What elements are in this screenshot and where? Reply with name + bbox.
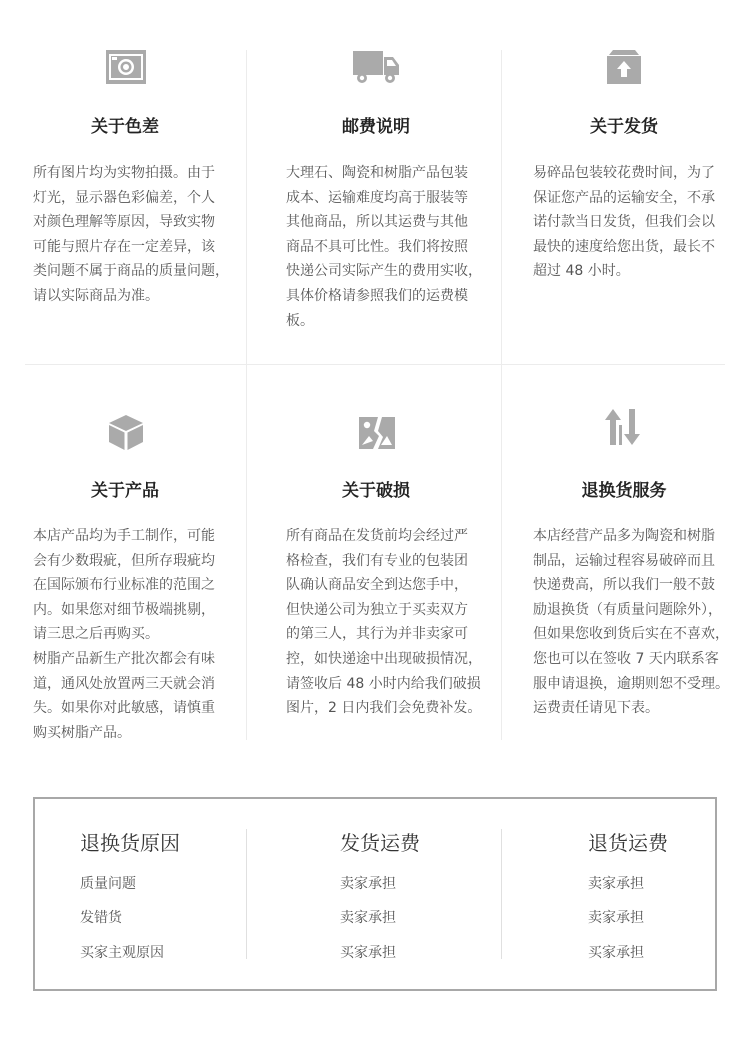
section-title: 退换货服务: [581, 481, 667, 501]
section-title: 关于色差: [91, 117, 159, 137]
section-title: 关于发货: [590, 117, 658, 137]
section-body: 本店经营产品多为陶瓷和树脂 制品，运输过程容易破碎而且 快递费高，所以我们一般不鼓 励退换货（有质量问题除外）， 但如果您收到货后实在不喜欢， 您也可以在签收 7 天内联系客 服申请退换，逾期则恕不受理。 运费责任请见下表。: [533, 528, 729, 717]
table-header-shipping-fee: 发货运费: [340, 831, 420, 855]
table-column-divider: [501, 829, 502, 959]
section-body: 大理石、陶瓷和树脂产品包装 成本、运输难度均高于服装等 其他商品，所以其运费与其他 商品不具可比性。我们将按照 快递公司实际产生的费用实收， 具体价格请参照我们的运费模 板。: [286, 165, 482, 329]
return-exchange-icon: [599, 407, 649, 447]
table-cell: 买家承担: [340, 945, 396, 961]
section-body: 所有商品在发货前均会经过严 格检查，我们有专业的包装团 队确认商品安全到达您手中， 但快递公司为独立于买卖双方 的第三人，其行为并非卖家可 控，如快递途中出现破损情况， 请签收后 48 小时内给我们破损 图片，2 日内我们会免费补发。: [286, 528, 482, 717]
table-column-divider: [246, 829, 247, 959]
table-cell: 发错货: [80, 910, 122, 926]
section-body: 易碎品包装较花费时间，为了 保证您产品的运输安全，不承 诺付款当日发货，但我们会以 最快的速度给您出货，最长不 超过 48 小时。: [533, 165, 715, 280]
divider-vertical: [246, 50, 247, 740]
section-body: 本店产品均为手工制作，可能 会有少数瑕疵，但所存瑕疵均 在国际颁布行业标准的范围之 内。如果您对细节极端挑剔， 请三思之后再购买。 树脂产品新生产批次都会有味 道，通风处放置两三天就会消 失。如果你对此敏感，请慎重 购买树脂产品。: [33, 528, 215, 741]
table-cell: 质量问题: [80, 876, 136, 892]
table-cell: 卖家承担: [588, 910, 644, 926]
table-header-reason: 退换货原因: [80, 831, 180, 855]
table-cell: 卖家承担: [340, 910, 396, 926]
cube-icon: [101, 412, 151, 452]
broken-picture-icon: [351, 412, 401, 452]
divider-horizontal: [25, 364, 725, 365]
table-cell: 买家主观原因: [80, 945, 164, 961]
divider-vertical: [501, 50, 502, 740]
section-title: 邮费说明: [342, 117, 410, 137]
truck-icon: [351, 47, 401, 87]
table-cell: 卖家承担: [340, 876, 396, 892]
section-body: 所有图片均为实物拍摄。由于 灯光，显示器色彩偏差，个人 对颜色理解等原因，导致实物 可能与照片存在一定差异，该 类问题不属于商品的质量问题， 请以实际商品为准。: [33, 165, 229, 304]
box-upload-icon: [599, 47, 649, 87]
table-cell: 买家承担: [588, 945, 644, 961]
camera-icon: [101, 47, 151, 87]
section-title: 关于产品: [91, 481, 159, 501]
table-header-return-fee: 退货运费: [588, 831, 668, 855]
table-cell: 卖家承担: [588, 876, 644, 892]
section-title: 关于破损: [342, 481, 410, 501]
